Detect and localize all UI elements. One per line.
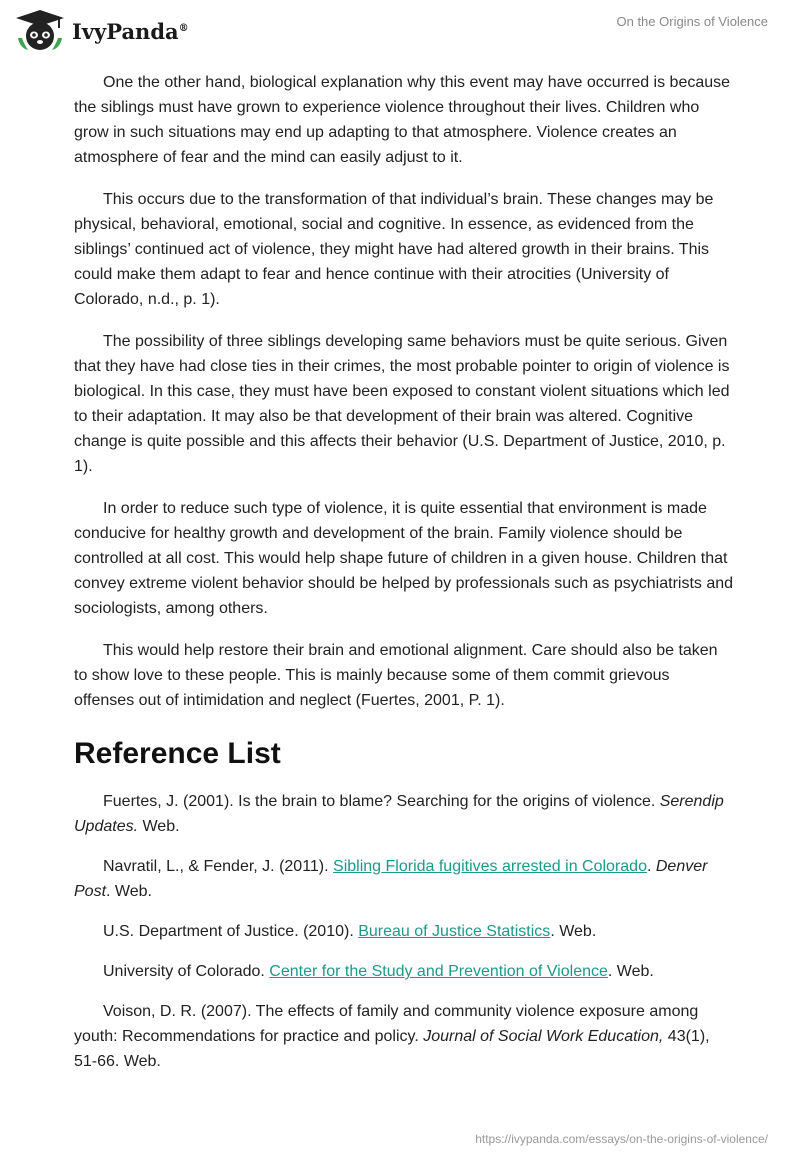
reference-doj: U.S. Department of Justice. (2010). Bureau of Justice Statistics. Web. — [103, 923, 597, 940]
reference-link-violence-prevention-center[interactable]: Center for the Study and Prevention of Violence — [269, 963, 608, 980]
footer-url[interactable]: https://ivypanda.com/essays/on-the-origins-of-violence/ — [475, 1132, 768, 1146]
reference-list-heading: Reference List — [74, 737, 281, 770]
reference-fuertes: Fuertes, J. (2001). Is the brain to blame? Searching for the origins of violence. Serendip Updates. Web. — [74, 793, 724, 835]
reference-link-bureau-justice-statistics[interactable]: Bureau of Justice Statistics — [358, 923, 551, 940]
body-paragraph: In order to reduce such type of violence, it is quite essential that environment is made conducive for healthy growth and development of the brain. Family violence should be controlled at all cost. This would help shape future of children in a given house. Children that convey extreme violent behavior should be helped by professionals such as psychiatrists and sociologists, among others. — [74, 500, 734, 617]
panda-logo-icon — [14, 8, 66, 54]
body-paragraph: The possibility of three siblings developing same behaviors must be quite serious. Given that they have had close ties in their crimes, the most probable pointer to origin of violence is biological. In this case, they must have been exposed to constant violent situations which led to their adaptation. It may also be that development of their brain was altered. Cognitive change is quite possible and this affects their behavior (U.S. Department of Justice, 2010, p. 1). — [74, 333, 730, 475]
document-title: On the Origins of Violence — [616, 14, 768, 29]
reference-navratil: Navratil, L., & Fender, J. (2011). Sibling Florida fugitives arrested in Colorado. Denver Post. Web. — [74, 858, 708, 900]
reference-colorado: University of Colorado. Center for the Study and Prevention of Violence. Web. — [103, 963, 654, 980]
reference-voison: Voison, D. R. (2007). The effects of family and community violence exposure among youth: Recommendations for practice and policy. Journal of Social Work Education, 43(1), 51-66. Web. — [74, 1003, 710, 1070]
body-paragraph: This occurs due to the transformation of that individual’s brain. These changes may be physical, behavioral, emotional, social and cognitive. In essence, as evidenced from the siblings’ continued act of violence, they might have had altered growth in their brains. This could make them adapt to fear and hence continue with their atrocities (University of Colorado, n.d., p. 1). — [74, 191, 714, 308]
body-paragraph: One the other hand, biological explanation why this event may have occurred is because the siblings must have grown to experience violence throughout their lives. Children who grow in such situations may end up adapting to that atmosphere. Violence creates an atmosphere of fear and the mind can easily adjust to it. — [74, 74, 731, 166]
reference-link-sibling-fugitives[interactable]: Sibling Florida fugitives arrested in Colorado — [333, 858, 647, 875]
brand-name: IvyPanda® — [72, 18, 189, 44]
ivypanda-logo[interactable] — [14, 8, 189, 54]
body-paragraph: This would help restore their brain and emotional alignment. Care should also be taken to show love to these people. This is mainly because some of them commit grievous offenses out of intimidation and neglect (Fuertes, 2001, P. 1). — [74, 642, 718, 709]
page-header — [0, 0, 800, 60]
essay-content — [74, 70, 734, 1089]
